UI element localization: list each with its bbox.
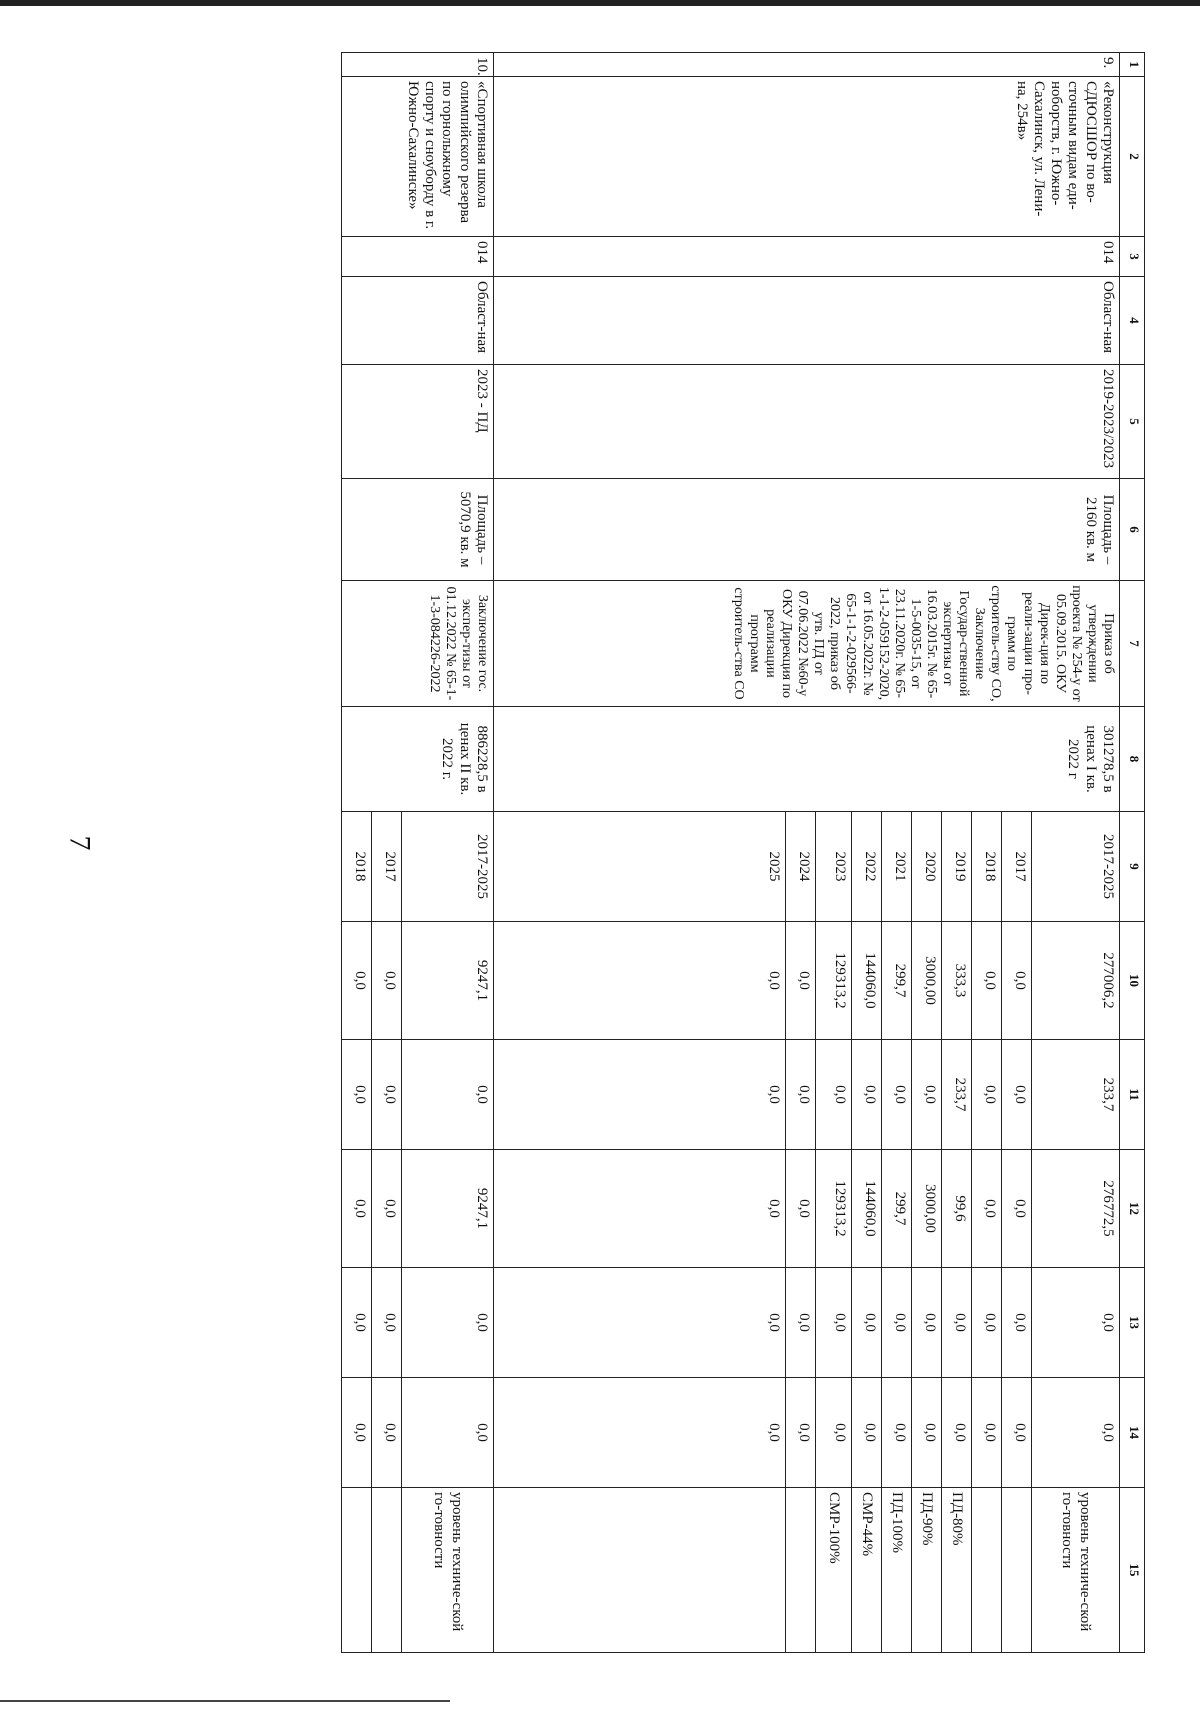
header-cell: 10 xyxy=(1120,922,1145,1040)
amount-cell: 0,0 xyxy=(342,922,372,1040)
financing-table xyxy=(341,52,1145,1653)
year-cell: 2018 xyxy=(972,812,1002,922)
object-capacity: Площадь – 5070,9 кв. м xyxy=(342,479,494,581)
amount-cell: 0,0 xyxy=(494,1150,786,1268)
object-period: 2023 - ПД xyxy=(342,365,494,479)
amount-cell: 0,0 xyxy=(342,1040,372,1150)
amount-cell: 0,0 xyxy=(494,1040,786,1150)
readiness-cell: ПД-80% xyxy=(942,1488,972,1653)
object-name: «Реконструкция СДЮСШОР по во-сточным видам еди-ноборств, г. Южно-Сахалинск, ул. Лени-на, 254в» xyxy=(494,77,1120,237)
amount-cell: 0,0 xyxy=(1002,1378,1032,1488)
amount-cell: 233,7 xyxy=(942,1040,972,1150)
amount-cell: 0,0 xyxy=(816,1378,852,1488)
readiness-cell xyxy=(786,1488,816,1653)
amount-cell: 0,0 xyxy=(972,1150,1002,1268)
amount-cell: 0,0 xyxy=(786,922,816,1040)
amount-cell: 0,0 xyxy=(972,922,1002,1040)
amount-cell: 0,0 xyxy=(786,1268,816,1378)
header-cell: 2 xyxy=(1120,77,1145,237)
amount-cell: 0,0 xyxy=(786,1150,816,1268)
amount-cell: 0,0 xyxy=(342,1268,372,1378)
amount-cell: 0,0 xyxy=(372,922,402,1040)
amount-cell: 0,0 xyxy=(882,1378,912,1488)
object-capacity: Площадь – 2160 кв. м xyxy=(494,479,1120,581)
amount-cell: 0,0 xyxy=(494,922,786,1040)
amount-cell: 0,0 xyxy=(912,1378,942,1488)
table-row xyxy=(1032,53,1120,1653)
header-cell: 11 xyxy=(1120,1040,1145,1150)
amount-cell: 0,0 xyxy=(972,1040,1002,1150)
amount-cell: 0,0 xyxy=(912,1040,942,1150)
object-name: «Спортивная школа олимпийского резерва по горнолыжному спорту и сноуборду в г. Южно-Сахалинске» xyxy=(342,77,494,237)
amount-cell: 0,0 xyxy=(372,1040,402,1150)
amount-cell: 0,0 xyxy=(942,1378,972,1488)
amount-cell: 0,0 xyxy=(786,1040,816,1150)
amount-cell: 0,0 xyxy=(402,1378,494,1488)
year-cell: 2023 xyxy=(816,812,852,922)
year-cell: 2024 xyxy=(786,812,816,922)
amount-cell: 0,0 xyxy=(342,1150,372,1268)
amount-cell: 0,0 xyxy=(1002,922,1032,1040)
year-cell: 2017-2025 xyxy=(402,812,494,922)
object-number: 10. xyxy=(342,53,494,77)
rotated-table-wrapper xyxy=(185,52,1145,1652)
header-cell: 5 xyxy=(1120,365,1145,479)
readiness-cell: СМР-44% xyxy=(852,1488,882,1653)
header-cell: 1 xyxy=(1120,53,1145,77)
header-cell: 14 xyxy=(1120,1378,1145,1488)
amount-cell: 0,0 xyxy=(402,1040,494,1150)
amount-cell: 0,0 xyxy=(816,1268,852,1378)
amount-cell: 0,0 xyxy=(912,1268,942,1378)
amount-cell: 0,0 xyxy=(786,1378,816,1488)
amount-cell: 0,0 xyxy=(372,1378,402,1488)
amount-cell: 0,0 xyxy=(372,1150,402,1268)
year-cell: 2017-2025 xyxy=(1032,812,1120,922)
amount-cell: 9247,1 xyxy=(402,1150,494,1268)
header-cell: 4 xyxy=(1120,277,1145,365)
readiness-cell xyxy=(342,1488,372,1653)
object-documents: Приказ об утверждении проекта № 254-у от 05.09.2015. ОКУ Дирек-ция по реали-зации про-грамм по строитель-ству СО, Заключение Государ-ственной экспертизы от 16.03.2015г. № 65-1-5-0035-15, от 23.11.2020г. № 65-1-1-2-059152-2020, от 16.05.2022г. № 65-1-1-2-029566-2022, приказ об утв. ПД от 07.06.2022 №60-у ОКУ Дирекция по реализации программ строитель-ства СО xyxy=(494,581,1120,707)
amount-cell: 0,0 xyxy=(494,1268,786,1378)
amount-cell: 0,0 xyxy=(494,1378,786,1488)
table-row xyxy=(402,53,494,1653)
amount-cell: 0,0 xyxy=(1002,1268,1032,1378)
object-ownership: Област-ная xyxy=(494,277,1120,365)
readiness-cell: СМР-100% xyxy=(816,1488,852,1653)
amount-cell: 0,0 xyxy=(972,1268,1002,1378)
object-code: 014 xyxy=(342,237,494,277)
amount-cell: 276772,5 xyxy=(1032,1150,1120,1268)
header-cell: 12 xyxy=(1120,1150,1145,1268)
year-cell: 2017 xyxy=(1002,812,1032,922)
amount-cell: 129313,2 xyxy=(816,1150,852,1268)
object-cost: 886228,5 в ценах II кв. 2022 г. xyxy=(342,707,494,812)
amount-cell: 3000,00 xyxy=(912,922,942,1040)
object-code: 014 xyxy=(494,237,1120,277)
header-cell: 8 xyxy=(1120,707,1145,812)
amount-cell: 9247,1 xyxy=(402,922,494,1040)
amount-cell: 99,6 xyxy=(942,1150,972,1268)
amount-cell: 277006,2 xyxy=(1032,922,1120,1040)
amount-cell: 129313,2 xyxy=(816,922,852,1040)
scan-top-edge xyxy=(0,0,1200,6)
readiness-cell: ПД-100% xyxy=(882,1488,912,1653)
readiness-cell: уровень техниче-ской го-товности xyxy=(402,1488,494,1653)
amount-cell: 333,3 xyxy=(942,922,972,1040)
amount-cell: 0,0 xyxy=(882,1268,912,1378)
page-number: 7 xyxy=(63,835,97,851)
amount-cell: 0,0 xyxy=(1032,1268,1120,1378)
amount-cell: 3000,00 xyxy=(912,1150,942,1268)
readiness-cell xyxy=(972,1488,1002,1653)
readiness-cell xyxy=(1002,1488,1032,1653)
object-documents: Заключение гос. экспер-тизы от 01.12.2022 № 65-1-1-3-084226-2022 xyxy=(342,581,494,707)
header-cell: 9 xyxy=(1120,812,1145,922)
header-cell: 13 xyxy=(1120,1268,1145,1378)
year-cell: 2021 xyxy=(882,812,912,922)
amount-cell: 144060,0 xyxy=(852,1150,882,1268)
amount-cell: 0,0 xyxy=(402,1268,494,1378)
year-cell: 2019 xyxy=(942,812,972,922)
header-cell: 7 xyxy=(1120,581,1145,707)
amount-cell: 0,0 xyxy=(882,1040,912,1150)
year-cell: 2022 xyxy=(852,812,882,922)
object-cost: 301278,5 в ценах I кв. 2022 г xyxy=(494,707,1120,812)
object-ownership: Област-ная xyxy=(342,277,494,365)
header-row xyxy=(1120,53,1145,1653)
amount-cell: 0,0 xyxy=(342,1378,372,1488)
amount-cell: 0,0 xyxy=(852,1268,882,1378)
header-cell: 6 xyxy=(1120,479,1145,581)
header-cell: 15 xyxy=(1120,1488,1145,1653)
amount-cell: 144060,0 xyxy=(852,922,882,1040)
amount-cell: 0,0 xyxy=(372,1268,402,1378)
amount-cell: 299,7 xyxy=(882,922,912,1040)
amount-cell: 0,0 xyxy=(942,1268,972,1378)
amount-cell: 0,0 xyxy=(852,1378,882,1488)
readiness-cell xyxy=(494,1488,786,1653)
readiness-cell xyxy=(372,1488,402,1653)
amount-cell: 0,0 xyxy=(972,1378,1002,1488)
year-cell: 2020 xyxy=(912,812,942,922)
amount-cell: 0,0 xyxy=(852,1040,882,1150)
header-cell: 3 xyxy=(1120,237,1145,277)
amount-cell: 0,0 xyxy=(1002,1150,1032,1268)
amount-cell: 0,0 xyxy=(1002,1040,1032,1150)
readiness-cell: ПД-90% xyxy=(912,1488,942,1653)
amount-cell: 0,0 xyxy=(1032,1378,1120,1488)
year-cell: 2025 xyxy=(494,812,786,922)
object-number: 9. xyxy=(494,53,1120,77)
scan-bottom-line xyxy=(0,1700,450,1702)
amount-cell: 0,0 xyxy=(816,1040,852,1150)
amount-cell: 299,7 xyxy=(882,1150,912,1268)
readiness-cell: уровень техниче-ской го-товности xyxy=(1032,1488,1120,1653)
year-cell: 2018 xyxy=(342,812,372,922)
amount-cell: 233,7 xyxy=(1032,1040,1120,1150)
object-period: 2019-2023/2023 xyxy=(494,365,1120,479)
year-cell: 2017 xyxy=(372,812,402,922)
